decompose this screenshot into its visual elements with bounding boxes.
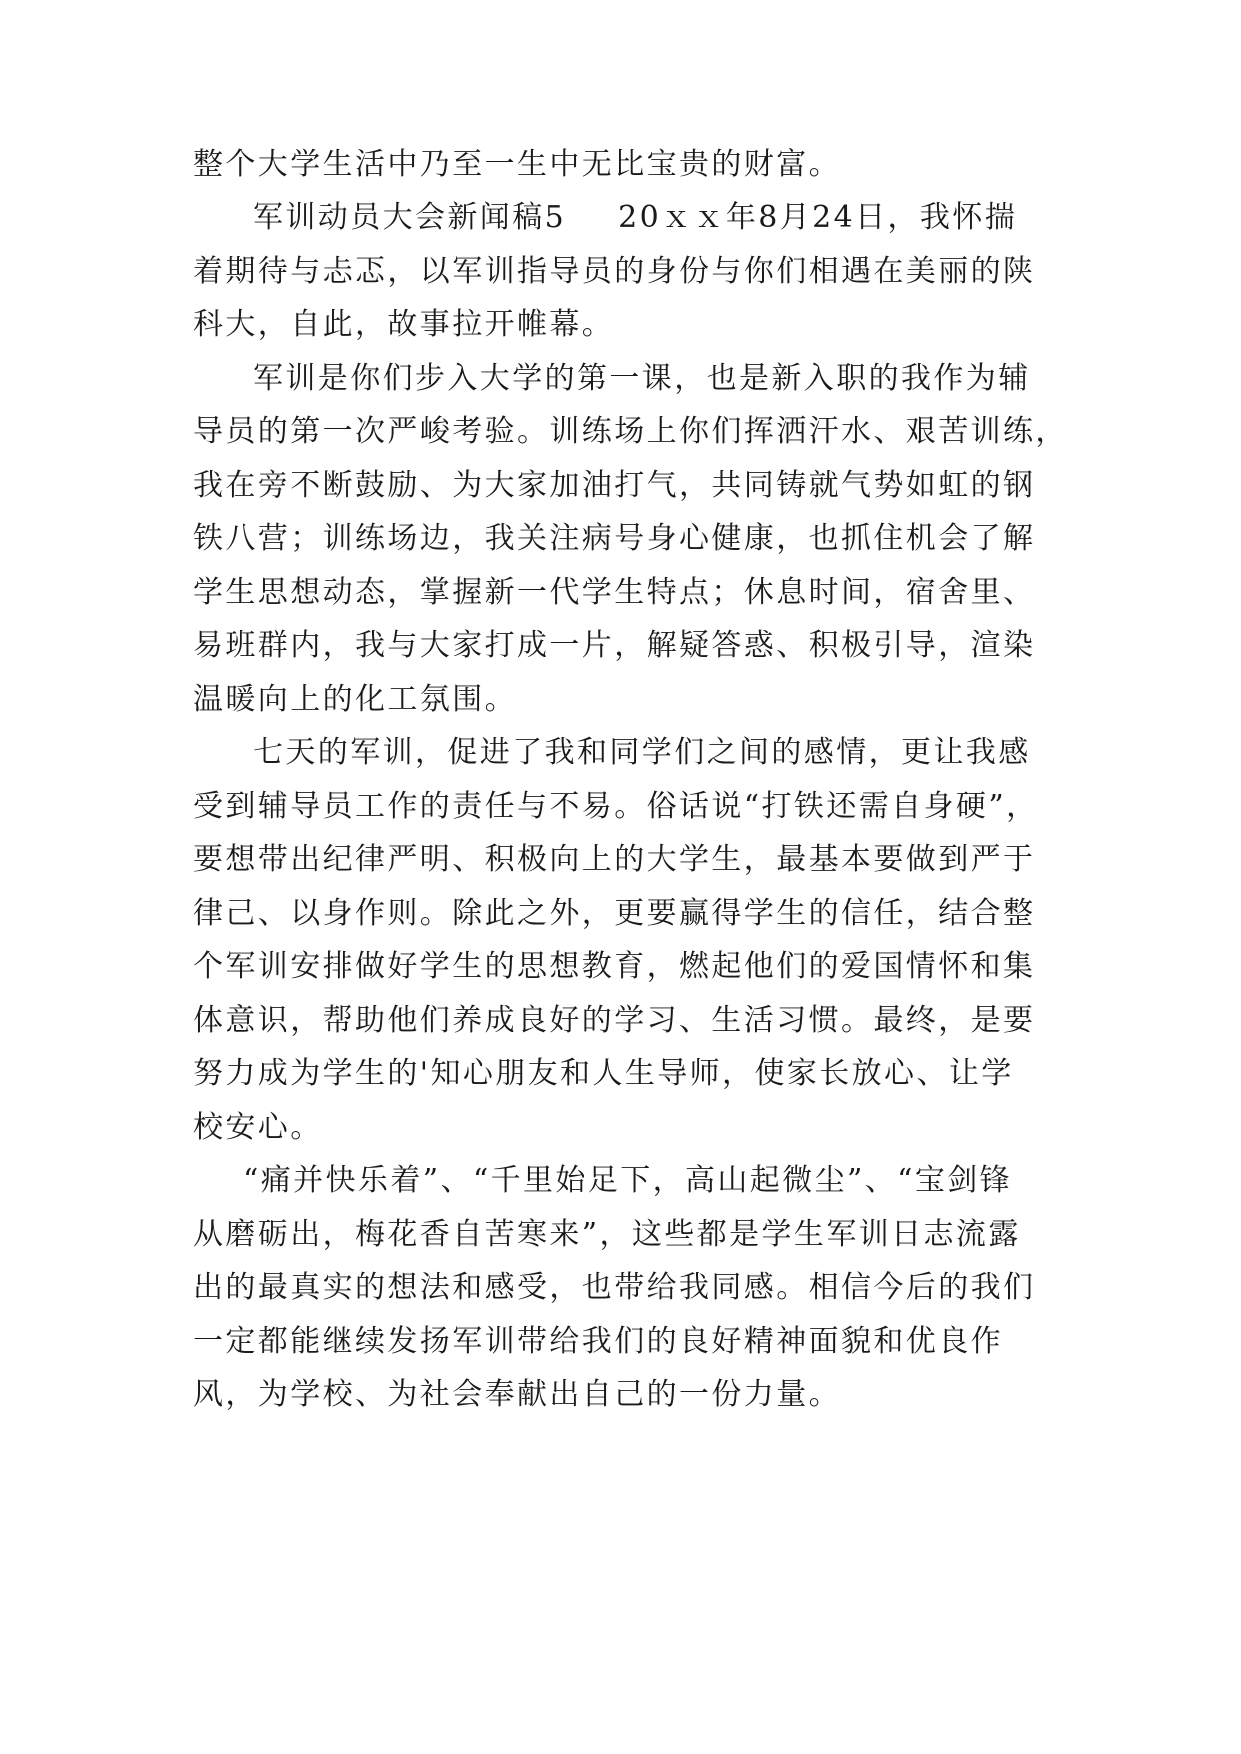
paragraph-3-line-2: 导员的第一次严峻考验。训练场上你们挥洒汗水、艰苦训练，: [193, 414, 1068, 449]
paragraph-1-line-1: 整个大学生活中乃至一生中无比宝贵的财富。: [193, 147, 841, 182]
paragraph-4-line-8: 校安心。: [193, 1110, 323, 1145]
paragraph-4-line-4: 律己、以身作则。除此之外，更要赢得学生的信任，结合整: [193, 896, 1036, 931]
paragraph-3-line-3: 我在旁不断鼓励、为大家加油打气，共同铸就气势如虹的钢: [193, 468, 1036, 503]
paragraph-2-line-2: 着期待与忐忑，以军训指导员的身份与你们相遇在美丽的陕: [193, 254, 1036, 289]
paragraph-5-line-3: 出的最真实的想法和感受，也带给我同感。相信今后的我们: [193, 1270, 1036, 1305]
paragraph-2-line-1: [253, 195, 1063, 241]
article-heading: 军训动员大会新闻稿5: [253, 200, 567, 235]
paragraph-5-line-1: “痛并快乐着”、“千里始足下，高山起微尘”、“宝剑锋: [243, 1163, 1013, 1198]
paragraph-4-line-5: 个军训安排做好学生的思想教育，燃起他们的爱国情怀和集: [193, 949, 1036, 984]
paragraph-5-line-5: 风，为学校、为社会奉献出自己的一份力量。: [193, 1377, 841, 1412]
paragraph-5-line-2: 从磨砺出，梅花香自苦寒来”，这些都是学生军训日志流露: [193, 1217, 1021, 1252]
paragraph-3-line-4: 铁八营；训练场边，我关注病号身心健康，也抓住机会了解: [193, 521, 1036, 556]
paragraph-4-line-2: 受到辅导员工作的责任与不易。俗话说“打铁还需自身硬”，: [193, 789, 1039, 824]
paragraph-3-line-1: 军训是你们步入大学的第一课，也是新入职的我作为辅: [253, 361, 1031, 396]
paragraph-3-line-6: 易班群内，我与大家打成一片，解疑答惑、积极引导，渲染: [193, 628, 1036, 663]
paragraph-4-line-3: 要想带出纪律严明、积极向上的大学生，最基本要做到严于: [193, 842, 1036, 877]
paragraph-3-line-5: 学生思想动态，掌握新一代学生特点；休息时间，宿舍里、: [193, 575, 1036, 610]
paragraph-4-line-6: 体意识，帮助他们养成良好的学习、生活习惯。最终，是要: [193, 1003, 1036, 1038]
paragraph-3-line-7: 温暖向上的化工氛围。: [193, 682, 517, 717]
paragraph-4-line-1: 七天的军训，促进了我和同学们之间的感情，更让我感: [253, 735, 1031, 770]
paragraph-4-line-7: 努力成为学生的'知心朋友和人生导师，使家长放心、让学: [193, 1056, 1014, 1091]
paragraph-2-line-1-text: 20ｘｘ年8月24日，我怀揣: [618, 200, 1018, 235]
paragraph-2-line-3: 科大，自此，故事拉开帷幕。: [193, 307, 615, 342]
paragraph-5-line-4: 一定都能继续发扬军训带给我们的良好精神面貌和优良作: [193, 1324, 1003, 1359]
